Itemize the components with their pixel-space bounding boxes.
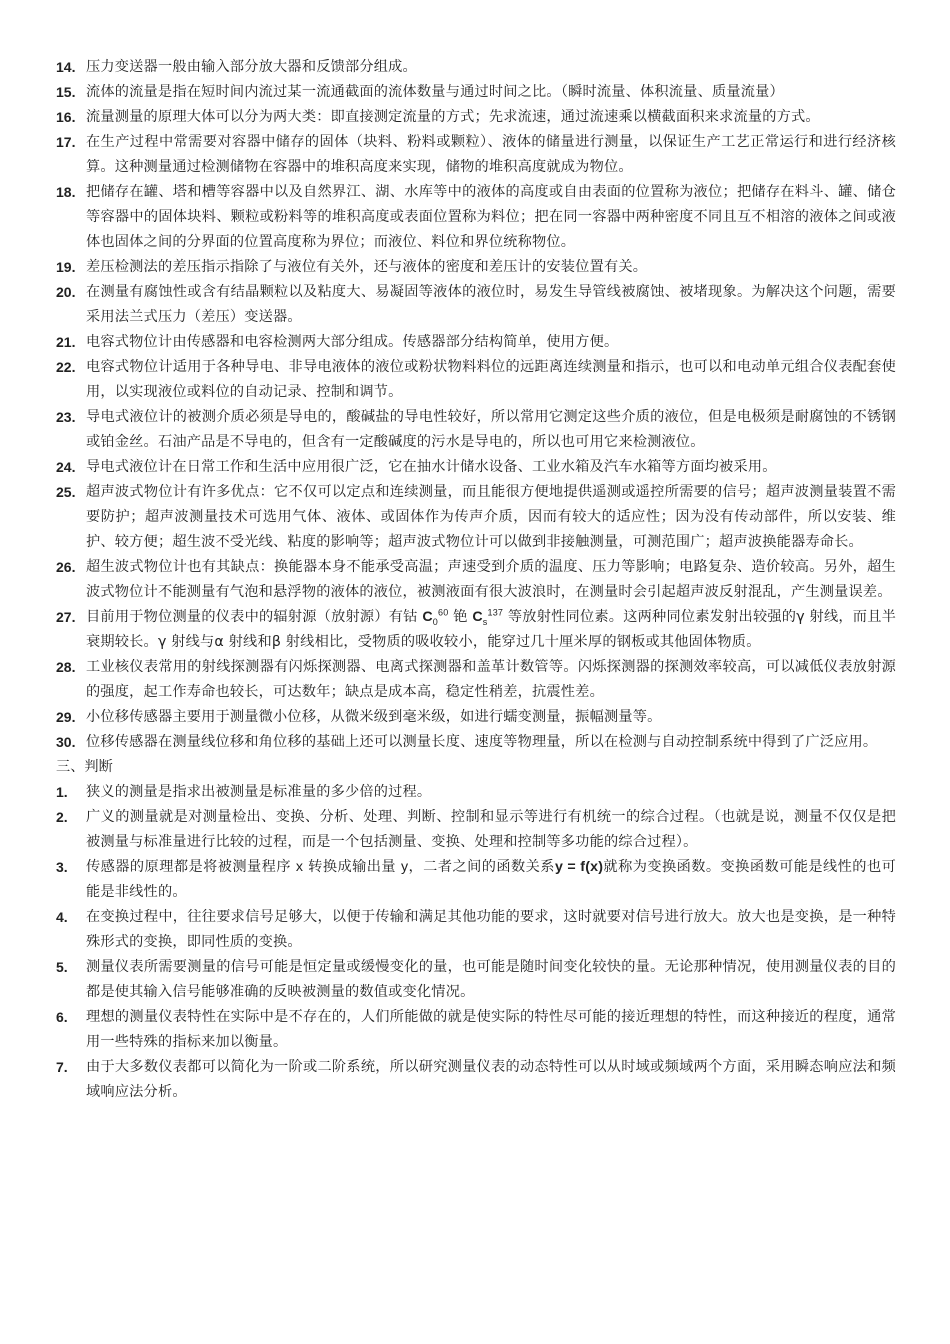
- list-item: [56, 355, 896, 405]
- list-item: [56, 405, 896, 455]
- item-text: 由于大多数仪表都可以简化为一阶或二阶系统，所以研究测量仪表的动态特性可以从时域或频域两个方面，采用瞬态响应法和频域响应法分析。: [86, 1059, 896, 1100]
- item-number: 21.: [56, 334, 76, 350]
- item-text: 在测量有腐蚀性或含有结晶颗粒以及粘度大、易凝固等液体的液位时，易发生导管线被腐蚀、被堵现象。为解决这个问题，需要采用法兰式压力（差压）变送器。: [86, 284, 896, 325]
- item-text: 测量仪表所需要测量的信号可能是恒定量或缓慢变化的量，也可能是随时间变化较快的量。无论那种情况，使用测量仪表的目的都是使其输入信号能够准确的反映被测量的数值或变化情况。: [86, 959, 896, 1000]
- item-text: 狭义的测量是指求出被测量是标准量的多少倍的过程。: [86, 784, 432, 800]
- text-segment: 目前用于物位测量的仪表中的辐射源（放射源）有钴: [86, 609, 423, 625]
- list-item: [56, 955, 896, 1005]
- item-text: 导电式液位计在日常工作和生活中应用很广泛，它在抽水计储水设备、工业水箱及汽车水箱等方面均被采用。: [86, 459, 777, 475]
- section-heading: 三、判断: [56, 759, 113, 775]
- item-number: 24.: [56, 459, 76, 475]
- item-text: 在变换过程中，往往要求信号足够大，以便于传输和满足其他功能的要求，这时就要对信号进行放大。放大也是变换，是一种特殊形式的变换，即同性质的变换。: [86, 909, 896, 950]
- item-text: [86, 605, 896, 655]
- item-number: 27.: [56, 609, 76, 625]
- item-number: 2.: [56, 809, 68, 825]
- list-item: [56, 80, 896, 105]
- cobalt-symbol: C: [422, 609, 433, 625]
- item-number: 29.: [56, 709, 76, 725]
- item-text: 理想的测量仪表特性在实际中是不存在的，人们所能做的就是使实际的特性尽可能的接近理想的特性，而这种接近的程度，通常用一些特殊的指标来加以衡量。: [86, 1009, 896, 1050]
- text-segment: 铯: [448, 609, 473, 625]
- list-item: [56, 705, 896, 730]
- variable-x: x: [295, 859, 304, 875]
- text-segment: 传感器的原理都是将被测量程序: [86, 859, 296, 875]
- text-segment: ，二者之间的函数关系: [408, 859, 555, 875]
- item-number: 25.: [56, 484, 76, 500]
- item-text: 超声波式物位计有许多优点：它不仅可以定点和连续测量，而且能很方便地提供遥测或遥控所需要的信号；超声波测量装置不需要防护；超声波测量技术可选用气体、液体、或固体作为传声介质，因而有较大的适应性；因为没有传动部件，所以安装、维护、较方便；超生波不受光线、粘度的影响等；超声波式物位计可以做到非接触测量，可测范围广；超声波换能器寿命长。: [86, 484, 896, 550]
- list-item: [56, 480, 896, 555]
- list-item: [56, 805, 896, 855]
- item-text: 电容式物位计适用于各种导电、非导电液体的液位或粉状物料料位的远距离连续测量和指示，也可以和电动单元组合仪表配套使用，以实现液位或料位的自动记录、控制和调节。: [86, 359, 896, 400]
- cobalt-mass-number: 60: [438, 607, 449, 618]
- item-number: 4.: [56, 909, 68, 925]
- item-text: [86, 855, 896, 905]
- item-text: 超生波式物位计也有其缺点：换能器本身不能承受高温；声速受到介质的温度、压力等影响；电路复杂、造价较高。另外，超生波式物位计不能测量有气泡和悬浮物的液体的液位，被测液面有很大波浪时，在测量时会引起超声波反射混乱，产生测量误差。: [86, 559, 896, 600]
- document-page: [56, 55, 896, 1105]
- item-number: 15.: [56, 84, 76, 100]
- item-number: 22.: [56, 359, 76, 375]
- item-number: 7.: [56, 1059, 68, 1075]
- item-number: 5.: [56, 959, 68, 975]
- cesium-subscript: s: [482, 616, 488, 627]
- list-item: [56, 255, 896, 280]
- item-text: 导电式液位计的被测介质必须是导电的，酸碱盐的导电性较好，所以常用它测定这些介质的液位，但是电极须是耐腐蚀的不锈钢或铂金丝。石油产品是不导电的，但含有一定酸碱度的污水是导电的，所以也可用它来检测液位。: [86, 409, 896, 450]
- cesium-symbol: C: [472, 609, 483, 625]
- item-number: 6.: [56, 1009, 68, 1025]
- list-item: [56, 55, 896, 80]
- list-item: [56, 730, 896, 755]
- item-text: 工业核仪表常用的射线探测器有闪烁探测器、电离式探测器和盖革计数管等。闪烁探测器的探测效率较高，可以减低仪表放射源的强度，起工作寿命也较长，可达数年；缺点是成本高，稳定性稍差，抗震性差。: [86, 659, 896, 700]
- item-text: 把储存在罐、塔和槽等容器中以及自然界江、湖、水库等中的液体的高度或自由表面的位置称为液位；把储存在料斗、罐、储仓等容器中的固体块料、颗粒或粉料等的堆积高度或表面位置称为料位；把在同一容器中两种密度不同且互不相溶的液体之间或液体也固体之间的分界面的位置高度称为界位；而液位、料位和界位统称物位。: [86, 184, 896, 250]
- item-text: 流量测量的原理大体可以分为两大类：即直接测定流量的方式；先求流速，通过流速乘以横截面积来求流量的方式。: [86, 109, 820, 125]
- list-item: [56, 605, 896, 655]
- item-number: 28.: [56, 659, 76, 675]
- list-item: [56, 1055, 896, 1105]
- item-number: 16.: [56, 109, 76, 125]
- item-text: 广义的测量就是对测量检出、变换、分析、处理、判断、控制和显示等进行有机统一的综合过程。（也就是说，测量不仅仅是把被测量与标准量进行比较的过程，而是一个包括测量、变换、处理和控制等多功能的综合过程）。: [86, 809, 896, 850]
- item-text: 在生产过程中常需要对容器中储存的固体（块料、粉料或颗粒）、液体的储量进行测量，以保证生产工艺正常运行和进行经济核算。这种测量通过检测储物在容器中的堆积高度来实现，储物的堆积高度就成为物位。: [86, 134, 896, 175]
- item-number: 19.: [56, 259, 76, 275]
- cesium-mass-number: 137: [487, 607, 504, 618]
- variable-y: y: [400, 859, 409, 875]
- list-item: [56, 555, 896, 605]
- item-number: 26.: [56, 559, 76, 575]
- item-number: 14.: [56, 59, 76, 75]
- item-text: 小位移传感器主要用于测量微小位移，从微米级到毫米级，如进行蠕变测量，振幅测量等。: [86, 709, 662, 725]
- list-item: [56, 455, 896, 480]
- list-item: [56, 655, 896, 705]
- item-text: 压力变送器一般由输入部分放大器和反馈部分组成。: [86, 59, 417, 75]
- item-text: 流体的流量是指在短时间内流过某一流通截面的流体数量与通过时间之比。（瞬时流量、体积流量、质量流量）: [86, 84, 784, 100]
- item-number: 20.: [56, 284, 76, 300]
- list-item: [56, 130, 896, 180]
- text-segment: 就称为变换函数。变换函数可能是线性的也可能是非线性的。: [86, 859, 896, 900]
- item-number: 23.: [56, 409, 76, 425]
- list-item: [56, 280, 896, 330]
- item-number: 17.: [56, 134, 76, 150]
- item-text: 差压检测法的差压指示指除了与液位有关外，还与液体的密度和差压计的安装位置有关。: [86, 259, 648, 275]
- item-number: 3.: [56, 859, 68, 875]
- list-item: [56, 780, 896, 805]
- list-item: [56, 330, 896, 355]
- item-text: 电容式物位计由传感器和电容检测两大部分组成。传感器部分结构简单，使用方便。: [86, 334, 619, 350]
- text-segment: 转换成输出量: [303, 859, 401, 875]
- list-item: [56, 1005, 896, 1055]
- list-item: [56, 180, 896, 255]
- list-item: [56, 105, 896, 130]
- item-text: 位移传感器在测量线位移和角位移的基础上还可以测量长度、速度等物理量，所以在检测与自动控制系统中得到了广泛应用。: [86, 734, 878, 750]
- list-item: [56, 905, 896, 955]
- text-segment: 等放射性同位素。这两种同位素发射出较强的γ 射线，而且半衰期较长。γ 射线与α 射线和β 射线相比，受物质的吸收较小，能穿过几十厘米厚的钢板或其他固体物质。: [86, 609, 897, 650]
- function-formula: y = f(x): [554, 859, 604, 875]
- list-item: [56, 855, 896, 905]
- cobalt-subscript: 0: [432, 616, 439, 627]
- item-number: 1.: [56, 784, 68, 800]
- item-number: 18.: [56, 184, 76, 200]
- item-number: 30.: [56, 734, 76, 750]
